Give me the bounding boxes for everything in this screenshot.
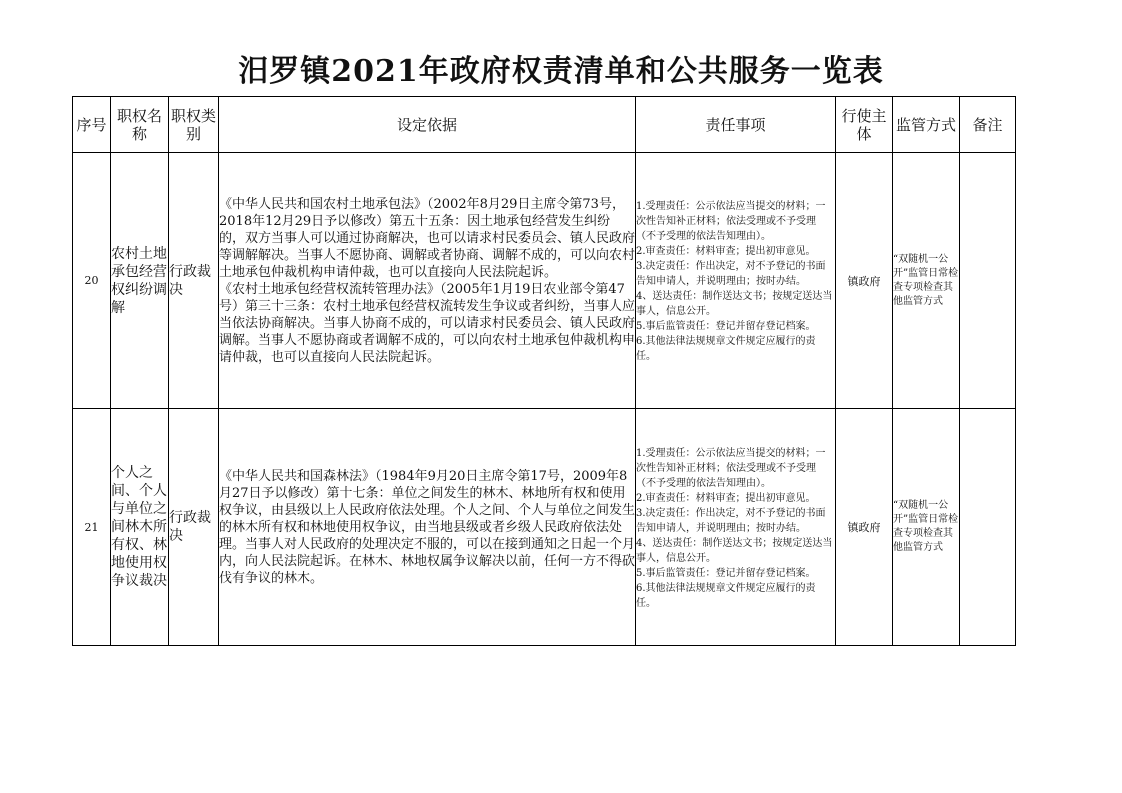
note-cell: [960, 409, 1016, 646]
duty-item: 2.审查责任：材料审查；提出初审意见。: [636, 492, 816, 504]
duty-item: 4、送达责任：制作送达文书；按规定送达当事人，信息公开。: [636, 291, 833, 317]
duty-item: 4、送达责任：制作送达文书；按规定送达当事人，信息公开。: [636, 537, 833, 564]
row-number: 21: [73, 409, 111, 646]
responsibility-table: [72, 96, 1016, 646]
duty-item: 3.决定责任：作出决定，对不予登记的书面告知申请人，并说明理由；按时办结。: [636, 507, 826, 534]
power-name: 农村土地承包经营权纠纷调解: [111, 153, 169, 409]
table-row: [73, 153, 1016, 409]
duty-item: 5.事后监管责任：登记并留存登记档案。: [636, 321, 816, 332]
duty-item: 1.受理责任：公示依法应当提交的材料；一次性告知补正材料；依法受理或不予受理（不予受理的依法告知理由）。: [636, 201, 826, 242]
executing-body: 镇政府: [836, 153, 893, 409]
duty-item: 1.受理责任：公示依法应当提交的材料；一次性告知补正材料；依法受理或不予受理（不予受理的依法告知理由）。: [636, 447, 826, 489]
header-basis: 设定依据: [219, 97, 636, 153]
header-duty: 责任事项: [636, 97, 836, 153]
power-name: 个人之间、个人与单位之间林木所有权、林地使用权争议裁决: [111, 409, 169, 646]
supervision-method: “双随机一公开”监管日常检查专项检查其他监管方式: [893, 409, 960, 646]
duty-items: [636, 153, 836, 409]
basis-paragraph: 《农村土地承包经营权流转管理办法》（2005年1月19日农业部令第47号）第三十三条：农村土地承包经营权流转发生争议或者纠纷，当事人应当依法协商解决。当事人协商不成的，可以请求村民委员会、镇人民政府调解。当事人不愿协商或者调解不成的，可以向农村土地承包仲裁机构申请仲裁，也可以直接向人民法院起诉。: [219, 281, 636, 365]
legal-basis: [219, 409, 636, 646]
executing-body: 镇政府: [836, 409, 893, 646]
duty-item: 5.事后监管责任：登记并留存登记档案。: [636, 567, 816, 579]
duty-item: 3.决定责任：作出决定，对不予登记的书面告知申请人，并说明理由；按时办结。: [636, 261, 826, 287]
duty-items: [636, 409, 836, 646]
note-cell: [960, 153, 1016, 409]
duty-item: 2.审查责任：材料审查；提出初审意见。: [636, 246, 816, 257]
supervision-method: “双随机一公开”监管日常检查专项检查其他监管方式: [893, 153, 960, 409]
table-row: [73, 409, 1016, 646]
row-number: 20: [73, 153, 111, 409]
header-no: 序号: [73, 97, 111, 153]
duty-item: 6.其他法律法规规章文件规定应履行的责任。: [636, 336, 816, 362]
legal-basis: [219, 153, 636, 409]
header-name: 职权名称: [111, 97, 169, 153]
header-type: 职权类别: [169, 97, 219, 153]
header-row: [73, 97, 1016, 153]
basis-paragraph: 《中华人民共和国农村土地承包法》（2002年8月29日主席令第73号，2018年12月29日予以修改）第五十五条：因土地承包经营发生纠纷的，双方当事人可以通过协商解决，也可以请求村民委员会、镇人民政府等调解解决。当事人不愿协商、调解或者协商、调解不成的，可以向农村土地承包仲裁机构申请仲裁，也可以直接向人民法院起诉。: [219, 196, 636, 280]
document-title: 汨罗镇2021年政府权责清单和公共服务一览表: [238, 54, 884, 89]
header-body: 行使主体: [836, 97, 893, 153]
power-type: 行政裁决: [169, 153, 219, 409]
header-note: 备注: [960, 97, 1016, 153]
basis-paragraph: 《中华人民共和国森林法》（1984年9月20日主席令第17号，2009年8月27日予以修改）第十七条：单位之间发生的林木、林地所有权和使用权争议，由县级以上人民政府依法处理。个人之间、个人与单位之间发生的林木所有权和林地使用权争议，由当地县级或者乡级人民政府依法处理。当事人对人民政府的处理决定不服的，可以在接到通知之日起一个月内，向人民法院起诉。在林木、林地权属争议解决以前，任何一方不得砍伐有争议的林木。: [219, 468, 636, 586]
header-supervision: 监管方式: [893, 97, 960, 153]
power-type: 行政裁决: [169, 409, 219, 646]
duty-item: 6.其他法律法规规章文件规定应履行的责任。: [636, 582, 816, 609]
